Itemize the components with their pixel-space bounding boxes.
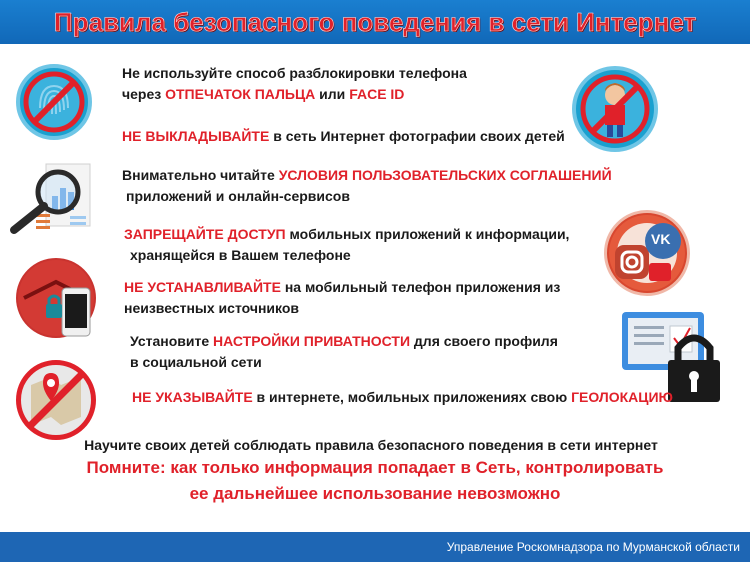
rule-user-agreements: Внимательно читайте УСЛОВИЯ ПОЛЬЗОВАТЕЛЬСКИХ СОГЛАШЕНИЙ приложений и онлайн-сервисов (122, 167, 612, 204)
highlight-geolocation: ГЕОЛОКАЦИЮ (571, 389, 673, 405)
highlight-face-id: FACE ID (349, 86, 405, 102)
geolocation-prohibited-icon (16, 360, 96, 440)
rule-unknown-sources: НЕ УСТАНАВЛИВАЙТЕ на мобильный телефон приложения из неизвестных источников (124, 279, 561, 316)
rule-geolocation: НЕ УКАЗЫВАЙТЕ в интернете, мобильных приложениях свою ГЕОЛОКАЦИЮ (132, 389, 673, 405)
social-networks-icon (604, 210, 690, 296)
highlight-privacy-settings: НАСТРОЙКИ ПРИВАТНОСТИ (213, 333, 411, 349)
highlight-user-agreements: УСЛОВИЯ ПОЛЬЗОВАТЕЛЬСКИХ СОГЛАШЕНИЙ (278, 167, 612, 183)
fingerprint-prohibited-icon (16, 64, 92, 140)
teach-children-text: Научите своих детей соблюдать правила безопасного поведения в сети интернет (84, 437, 658, 453)
bottom-bar (0, 532, 750, 562)
rule-fingerprint: Не используйте способ разблокировки телефона через ОТПЕЧАТОК ПАЛЬЦА или FACE ID (122, 65, 467, 102)
magnifier-document-icon (8, 158, 94, 238)
highlight-do-not-specify: НЕ УКАЗЫВАЙТЕ (132, 389, 253, 405)
highlight-do-not-post: НЕ ВЫКЛАДЫВАЙТЕ (122, 128, 270, 144)
highlight-deny-access: ЗАПРЕЩАЙТЕ ДОСТУП (124, 226, 286, 242)
header-banner (0, 0, 750, 44)
highlight-fingerprint: ОТПЕЧАТОК ПАЛЬЦА (165, 86, 316, 102)
rule-deny-access: ЗАПРЕЩАЙТЕ ДОСТУП мобильных приложений к информации, хранящейся в Вашем телефоне (124, 226, 570, 263)
remember-line-2: ее дальнейшее использование невозможно (189, 484, 561, 503)
page-title: Правила безопасного поведения в сети Интернет (53, 6, 697, 37)
remember-line-1: Помните: как только информация попадает в Сеть, контролировать (86, 458, 664, 477)
organization-name: Управление Роскомнадзора по Мурманской области (446, 540, 740, 554)
vk-logo-text: VK (651, 231, 671, 247)
highlight-do-not-install: НЕ УСТАНАВЛИВАЙТЕ (124, 279, 281, 295)
rule-children-photos: НЕ ВЫКЛАДЫВАЙТЕ в сеть Интернет фотографии своих детей (122, 128, 565, 144)
child-photo-prohibited-icon (572, 66, 658, 152)
phone-lock-icon (16, 258, 96, 338)
rule-privacy-settings: Установите НАСТРОЙКИ ПРИВАТНОСТИ для своего профиля в социальной сети (130, 333, 558, 370)
